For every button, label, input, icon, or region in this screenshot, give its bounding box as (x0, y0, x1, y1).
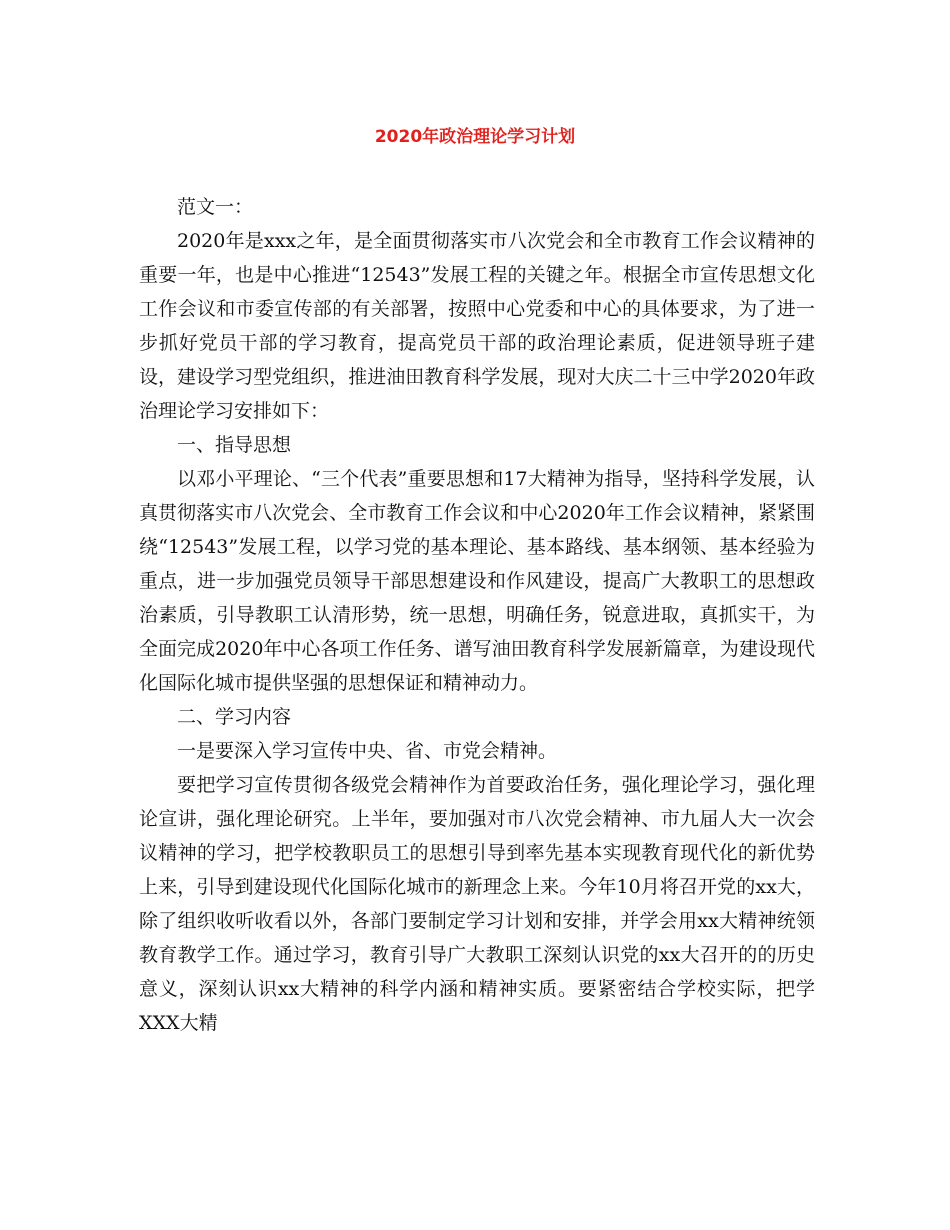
sample-label: 范文一： (177, 196, 254, 218)
section-heading-study-content: 二、学习内容 (177, 706, 292, 728)
section-heading-guiding-ideology: 一、指导思想 (177, 434, 292, 456)
document-title: 2020年政治理论学习计划 (374, 127, 576, 147)
document-body (139, 190, 815, 1040)
guiding-ideology-paragraph: 以邓小平理论、“三个代表”重要思想和17大精神为指导，坚持科学发展，认真贯彻落实市八次党会、全市教育工作会议和中心2020年工作会议精神，紧紧围绕“12543”发展工程，以学习党的基本理论、基本路线、基本纲领、基本经验为重点，进一步加强党员领导干部思想建设和作风建设，提高广大教职工的思想政治素质，引导教职工认清形势，统一思想，明确任务，锐意进取，真抓实干，为全面完成2020年中心各项工作任务、谱写油田教育科学发展新篇章，为建设现代化国际化城市提供坚强的思想保证和精神动力。 (139, 468, 815, 694)
intro-paragraph: 2020年是xxx之年，是全面贯彻落实市八次党会和全市教育工作会议精神的重要一年，也是中心推进“12543”发展工程的关键之年。根据全市宣传思想文化工作会议和市委宣传部的有关部署，按照中心党委和中心的具体要求，为了进一步抓好党员干部的学习教育，提高党员干部的政治理论素质，促进领导班子建设，建设学习型党组织，推进油田教育科学发展，现对大庆二十三中学2020年政治理论学习安排如下： (139, 230, 815, 422)
study-content-paragraph: 要把学习宣传贯彻各级党会精神作为首要政治任务，强化理论学习，强化理论宣讲，强化理论研究。上半年，要加强对市八次党会精神、市九届人大一次会议精神的学习，把学校教职员工的思想引导到率先基本实现教育现代化的新优势上来，引导到建设现代化国际化城市的新理念上来。今年10月将召开党的xx大，除了组织收听收看以外，各部门要制定学习计划和安排，并学会用xx大精神统领教育教学工作。通过学习，教育引导广大教职工深刻认识党的xx大召开的的历史意义，深刻认识xx大精神的科学内涵和精神实质。要紧密结合学校实际，把学XXX大精 (139, 774, 815, 1034)
study-content-point-one: 一是要深入学习宣传中央、省、市党会精神。 (177, 740, 558, 762)
